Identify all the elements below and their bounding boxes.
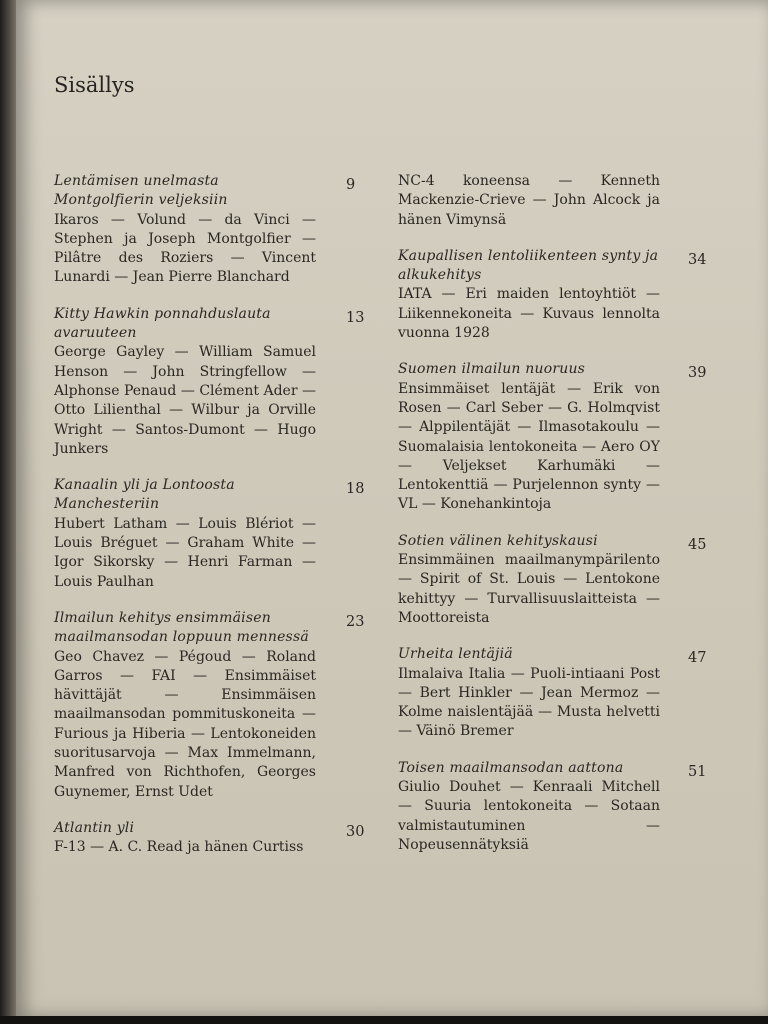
page-number: 39 — [688, 365, 707, 382]
chapter-topics: Geo Chavez — Pégoud — Roland Garros — FAI — Ensimmäiset hävittäjät — Ensimmäisen maailmansodan pommituskoneita — Furious ja Hiberia — Lentokoneiden suoritusarvoja — Max Immelmann, Manfred von Richthofen, Georges Guynemer, Ernst Udet — [54, 648, 316, 800]
toc-entry — [398, 532, 712, 628]
chapter-topics: IATA — Eri maiden lentoyhtiöt — Liikennekoneita — Kuvaus lennolta vuonna 1928 — [398, 286, 660, 342]
page-number: 9 — [346, 177, 356, 193]
toc-entry — [398, 759, 712, 855]
chapter-title: Toisen maailmansodan aattona — [398, 759, 624, 776]
chapter-title: Atlantin yli — [54, 819, 135, 836]
page-number: 34 — [688, 251, 707, 268]
chapter-topics: NC-4 koneensa — Kenneth Mackenzie-Crieve — John Alcock ja hänen Vimynsä — [398, 173, 660, 228]
toc-entry-continued — [398, 172, 712, 230]
chapter-title: Sotien välinen kehityskausi — [398, 532, 598, 549]
page-number: 23 — [346, 613, 365, 630]
toc-entry — [54, 609, 372, 802]
toc-entry — [398, 645, 712, 741]
chapter-topics: Giulio Douhet — Kenraali Mitchell — Suuria lentokoneita — Sotaan valmistautuminen — Nopeusennätyksiä — [398, 779, 660, 853]
chapter-topics: Ilmalaiva Italia — Puoli-intiaani Post — Bert Hinkler — Jean Mermoz — Kolme naislentäjää — Musta helvetti — Väinö Bremer — [398, 665, 660, 740]
page-number: 45 — [688, 536, 707, 553]
page-number: 47 — [688, 650, 707, 667]
page-number: 13 — [346, 309, 365, 326]
chapter-topics: Hubert Latham — Louis Blériot — Louis Bréguet — Graham White — Igor Sikorsky — Henri Farman — Louis Paulhan — [54, 515, 316, 590]
toc-entry — [398, 247, 712, 343]
toc-entry — [54, 476, 372, 592]
page-number: 18 — [346, 481, 365, 498]
page-title: Sisällys — [54, 73, 135, 97]
chapter-title: Suomen ilmailun nuoruus — [398, 361, 586, 378]
toc-entry — [398, 360, 712, 514]
chapter-topics: Ikaros — Volund — da Vinci — Stephen ja Joseph Montgolfier — Pilâtre des Roziers — Vincent Lunardi — Jean Pierre Blanchard — [54, 211, 316, 286]
chapter-topics: Ensimmäinen maailmanympärilento — Spirit of St. Louis — Lentokone kehittyy — Turvallisuuslaitteista — Moottoreista — [398, 552, 660, 626]
toc-entry — [54, 305, 372, 459]
page-number: 30 — [346, 823, 365, 840]
toc-entry — [54, 172, 372, 288]
toc-entry — [54, 819, 372, 858]
chapter-topics: F-13 — A. C. Read ja hänen Curtiss — [54, 839, 304, 856]
chapter-title: Ilmailun kehitys ensimmäisen maailmansodan loppuun mennessä — [54, 609, 309, 646]
chapter-topics: George Gayley — William Samuel Henson — John Stringfellow — Alphonse Penaud — Clément Ader — Otto Lilienthal — Wilbur ja Orville Wright — Santos-Dumont — Hugo Junkers — [54, 344, 316, 457]
chapter-title: Kaupallisen lentoliikenteen synty ja alkukehitys — [398, 247, 659, 284]
toc-right-column — [398, 172, 712, 872]
chapter-title: Kanaalin yli ja Lontoosta Manchesteriin — [54, 477, 235, 513]
page-number: 51 — [688, 763, 707, 780]
chapter-title: Kitty Hawkin ponnahduslauta avaruuteen — [54, 305, 271, 342]
page-bottom-edge — [0, 1016, 768, 1024]
chapter-topics: Ensimmäiset lentäjät — Erik von Rosen — Carl Seber — G. Holmqvist — Alppilentäjät — Ilmasotakoulu — Suomalaisia lentokoneita — Aero OY — Veljekset Karhumäki — Lentokenttiä — Purjelennon synty — VL — Konehankintoja — [398, 380, 660, 513]
chapter-title: Urheita lentäjiä — [398, 646, 513, 663]
toc-left-column — [54, 172, 372, 875]
chapter-title: Lentämisen unelmasta Montgolfierin veljeksiin — [54, 173, 228, 209]
